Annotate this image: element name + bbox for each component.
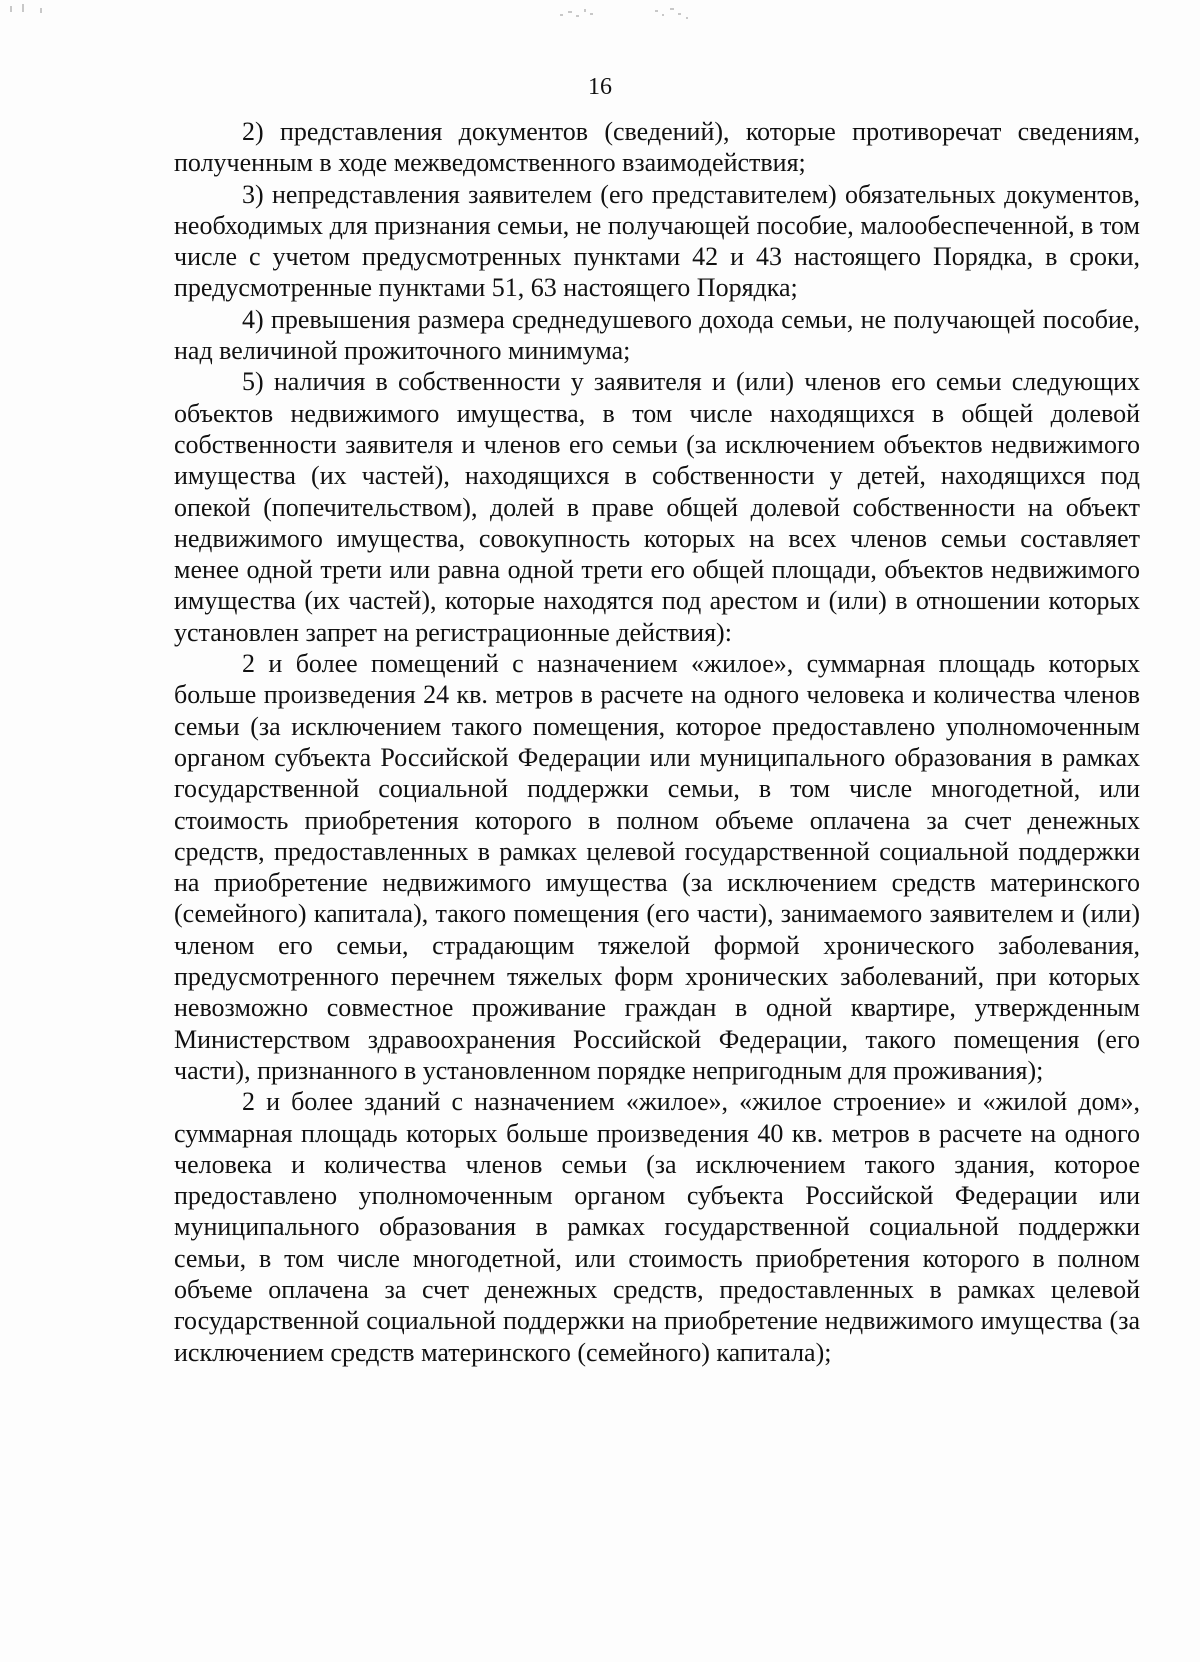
paragraph: 3) непредставления заявителем (его представителем) обязательных документов, необходимых для признания семьи, не получающей пособие, малообеспеченной, в том числе с учетом предусмотренных пунктами 42 и 43 настоящего Порядка, в сроки, предусмотренные пунктами 51, 63 настоящего Порядка; bbox=[174, 179, 1140, 303]
paragraph: 5) наличия в собственности у заявителя и (или) членов его семьи следующих объектов недвижимого имущества, в том числе находящихся в общей долевой собственности заявителя и членов его семьи (за исключением объектов недвижимого имущества (их частей), находящихся в собственности у детей, находящихся под опекой (попечительством), долей в праве общей долевой собственности на объект недвижимого имущества, совокупность которых на всех членов семьи составляет менее одной трети или равна одной трети его общей площади, объектов недвижимого имущества (их частей), которые находятся под арестом и (или) в отношении которых установлен запрет на регистрационные действия): bbox=[174, 367, 1140, 647]
scan-noise-marks bbox=[0, 0, 1200, 40]
document-body bbox=[174, 116, 1140, 1368]
paragraph: 2 и более зданий с назначением «жилое», «жилое строение» и «жилой дом», суммарная площадь которых больше произведения 40 кв. метров в расчете на одного человека и количества членов семьи (за исключением такого здания, которое предоставлено уполномоченным органом субъекта Российской Федерации или муниципального образования в рамках государственной социальной поддержки семьи, в том числе многодетной, или стоимость приобретения которого в полном объеме оплачена за счет денежных средств, предоставленных в рамках целевой государственной социальной поддержки на приобретение недвижимого имущества (за исключением средств материнского (семейного) капитала); bbox=[174, 1087, 1140, 1367]
paragraph: 2) представления документов (сведений), которые противоречат сведениям, полученным в ходе межведомственного взаимодействия; bbox=[174, 117, 1140, 178]
paragraph: 2 и более помещений с назначением «жилое», суммарная площадь которых больше произведения 24 кв. метров в расчете на одного человека и количества членов семьи (за исключением такого помещения, которое предоставлено уполномоченным органом субъекта Российской Федерации или муниципального образования в рамках государственной социальной поддержки семьи, в том числе многодетной, или стоимость приобретения которого в полном объеме оплачена за счет денежных средств, предоставленных в рамках целевой государственной социальной поддержки на приобретение недвижимого имущества (за исключением средств материнского (семейного) капитала), такого помещения (его части), занимаемого заявителем и (или) членом его семьи, страдающим тяжелой формой хронического заболевания, предусмотренного перечнем тяжелых форм хронических заболеваний, при которых невозможно совместное проживание граждан в одной квартире, утвержденным Министерством здравоохранения Российской Федерации, такого помещения (его части), признанного в установленном порядке непригодным для проживания); bbox=[174, 649, 1140, 1085]
paragraph: 4) превышения размера среднедушевого дохода семьи, не получающей пособие, над величиной прожиточного минимума; bbox=[174, 304, 1140, 366]
page-number: 16 bbox=[588, 74, 612, 100]
